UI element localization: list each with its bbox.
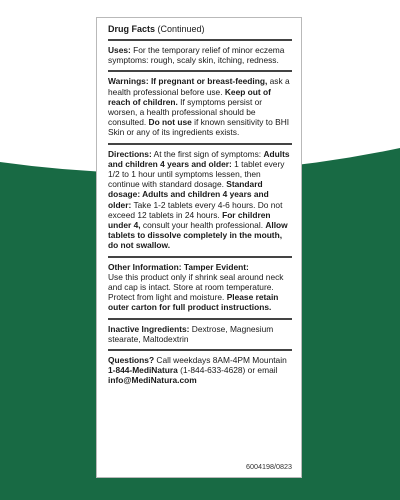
warnings-pregnant: If pregnant or breast-feeding, [150,76,268,87]
warnings-keep-out: Keep out of reach of children. [108,86,271,107]
directions-text-2: 1 tablet every 1/2 to 1 hour until symptoms lessen, then continue with standard dosage. [108,158,285,190]
drug-facts-panel [96,17,302,478]
other-info-retain: Please retain outer carton for full product instructions. [108,292,279,313]
divider [108,39,292,41]
directions-label: Directions: [108,148,152,159]
drug-facts-title [108,24,292,34]
warnings-do-not-use: Do not use [148,117,192,128]
directions-text-3: Take 1-2 tablets every 4-6 hours. Do not exceed 12 tablets in 24 hours. [108,199,283,220]
warnings-section [108,76,292,137]
warnings-text-3: if known sensitivity to BHI Skin or any of its ingredients exists. [108,117,290,138]
uses-section [108,45,292,65]
divider [108,318,292,320]
title-continued: (Continued) [157,24,205,34]
questions-section [108,355,292,386]
warnings-text-1: ask a health professional before use. [108,76,290,97]
email-address: info@MediNatura.com [108,375,197,386]
directions-adults: Adults and children 4 years and older: [108,148,290,169]
questions-text-2: (1-844-633-4628) or email [180,365,278,376]
directions-children: For children under 4, [108,209,271,231]
directions-section [108,149,292,251]
questions-label: Questions? [108,355,155,366]
divider [108,349,292,351]
uses-label: Uses: [108,45,131,55]
directions-standard: Standard dosage: Adults and children 4 years and older: [108,179,269,210]
divider [108,143,292,145]
divider [108,256,292,258]
directions-text-4: consult your health professional. [142,220,264,231]
inactive-section [108,324,292,344]
inactive-label: Inactive Ingredients: [108,323,190,334]
title-text: Drug Facts [108,24,156,34]
other-info-text: Use this product only if shrink seal around neck and cap is intact. Store at room temperature. Protect from light and moisture. [108,271,284,303]
directions-text-1: At the first sign of symptoms: [153,148,262,159]
other-info-section [108,262,292,313]
questions-text-1: Call weekdays 8AM-4PM Mountain [156,355,287,366]
product-code: 6004198/0823 [246,462,292,471]
inactive-text: Dextrose, Magnesium stearate, Maltodextrin [108,323,274,344]
phone-number: 1-844-MediNatura [108,365,178,376]
warnings-label: Warnings: [108,76,149,87]
other-info-label: Other Information: Tamper Evident: [108,261,249,272]
directions-dissolve: Allow tablets to dissolve completely in the mouth, do not swallow. [108,220,288,251]
divider [108,70,292,72]
warnings-text-2: If symptoms persist or worsen, a health professional should be consulted. [108,96,263,128]
uses-text: For the temporary relief of minor eczema symptoms: rough, scaly skin, itching, redness. [108,45,285,66]
